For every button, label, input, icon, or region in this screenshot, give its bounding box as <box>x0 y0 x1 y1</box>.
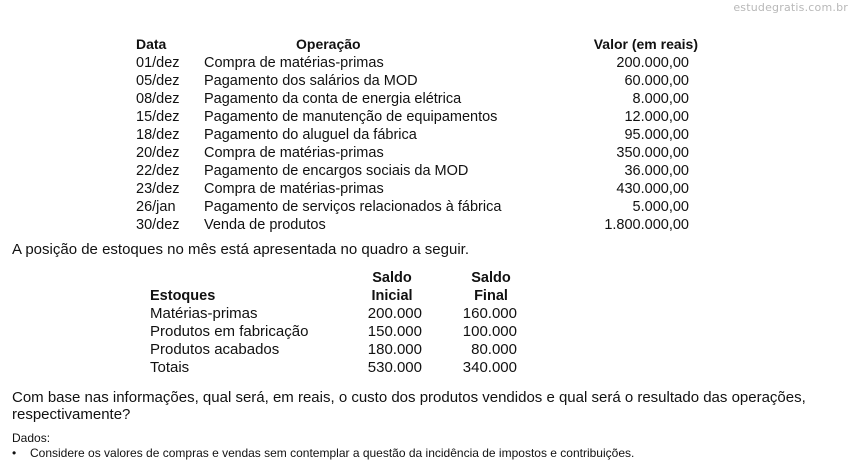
header-date: Data <box>136 36 167 52</box>
table-row <box>0 305 854 323</box>
table-row <box>0 127 854 145</box>
row-value: 430.000,00 <box>616 181 689 197</box>
row-operation: Compra de matérias-primas <box>204 145 384 161</box>
row-operation: Pagamento do aluguel da fábrica <box>204 127 417 143</box>
row-value: 95.000,00 <box>624 127 689 143</box>
table-row <box>0 109 854 127</box>
stock-initial: 180.000 <box>367 341 422 358</box>
row-operation: Pagamento dos salários da MOD <box>204 73 418 89</box>
table-row <box>0 163 854 181</box>
stock-name: Matérias-primas <box>150 305 258 322</box>
stock-initial: 200.000 <box>367 305 422 322</box>
row-operation: Pagamento de encargos sociais da MOD <box>204 163 469 179</box>
table-row <box>0 199 854 217</box>
table-row <box>0 359 854 377</box>
table-row <box>0 323 854 341</box>
table-row <box>0 91 854 109</box>
row-value: 60.000,00 <box>624 73 689 89</box>
row-value: 1.800.000,00 <box>604 217 689 233</box>
row-operation: Pagamento de serviços relacionados à fábrica <box>204 199 502 215</box>
note-text: Considere os valores de compras e vendas sem contemplar a questão da incidência de impostos e contribuições. <box>30 446 635 460</box>
row-operation: Venda de produtos <box>204 217 326 233</box>
header-initial-line1: Saldo <box>372 270 412 286</box>
row-operation: Pagamento de manutenção de equipamentos <box>204 109 498 125</box>
stock-final: 100.000 <box>462 323 517 340</box>
bullet-dot-icon: • <box>12 446 17 460</box>
table-row <box>0 73 854 91</box>
table-row <box>0 217 854 235</box>
row-value: 5.000,00 <box>632 199 689 215</box>
dados-label: Dados: <box>12 431 51 445</box>
row-value: 12.000,00 <box>624 109 689 125</box>
header-stock-name: Estoques <box>150 288 216 304</box>
table-row <box>0 145 854 163</box>
header-value: Valor (em reais) <box>593 36 698 52</box>
question-line-2: respectivamente? <box>12 406 131 423</box>
row-date: 26/jan <box>136 199 176 215</box>
row-date: 23/dez <box>136 181 180 197</box>
stock-name: Produtos acabados <box>150 341 280 358</box>
row-date: 22/dez <box>136 163 180 179</box>
stock-name: Produtos em fabricação <box>150 323 309 340</box>
row-value: 350.000,00 <box>616 145 689 161</box>
stock-initial: 150.000 <box>367 323 422 340</box>
row-date: 15/dez <box>136 109 180 125</box>
table-row <box>0 341 854 359</box>
table-row <box>0 181 854 199</box>
header-final-line1: Saldo <box>471 270 511 286</box>
watermark: estudegratis.com.br <box>733 1 848 14</box>
header-operation: Operação <box>296 36 361 52</box>
row-value: 8.000,00 <box>632 91 689 107</box>
row-date: 05/dez <box>136 73 180 89</box>
row-date: 08/dez <box>136 91 180 107</box>
row-operation: Compra de matérias-primas <box>204 55 384 71</box>
row-value: 36.000,00 <box>624 163 689 179</box>
question-line-1: Com base nas informações, qual será, em reais, o custo dos produtos vendidos e qual será o resultado das operações, <box>12 389 806 406</box>
row-date: 01/dez <box>136 55 180 71</box>
stock-final: 160.000 <box>462 305 517 322</box>
row-value: 200.000,00 <box>616 55 689 71</box>
table-row <box>0 55 854 73</box>
row-date: 30/dez <box>136 217 180 233</box>
stock-initial: 530.000 <box>367 359 422 376</box>
stock-final: 80.000 <box>471 341 517 358</box>
row-operation: Compra de matérias-primas <box>204 181 384 197</box>
stock-name: Totais <box>150 359 190 376</box>
row-operation: Pagamento da conta de energia elétrica <box>204 91 462 107</box>
stock-final: 340.000 <box>462 359 517 376</box>
row-date: 18/dez <box>136 127 180 143</box>
row-date: 20/dez <box>136 145 180 161</box>
stock-intro-text: A posição de estoques no mês está apresentada no quadro a seguir. <box>12 241 469 258</box>
header-final-line2: Final <box>474 288 508 304</box>
header-initial-line2: Inicial <box>371 288 413 304</box>
